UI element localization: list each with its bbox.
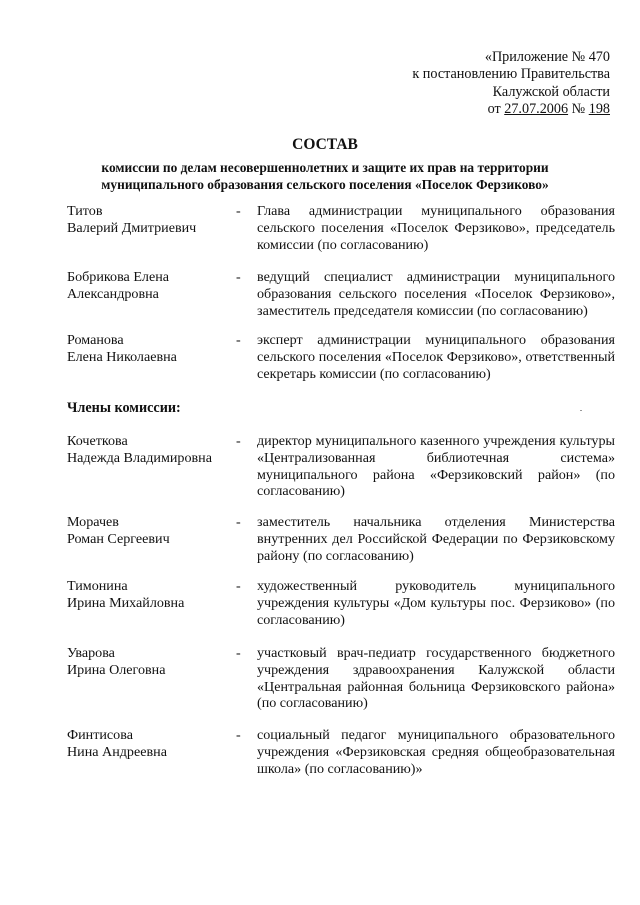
subtitle-line-1: комиссии по делам несовершеннолетних и защите их прав на территории <box>101 160 549 175</box>
person-name <box>67 332 237 366</box>
person-surname: Кочеткова <box>67 433 128 449</box>
person-role: социальный педагог муниципального образовательного учреждения «Ферзиковская средняя общеобразовательная школа» (по согласованию)» <box>257 727 615 777</box>
person-name <box>67 269 237 303</box>
appendix-number: 198 <box>588 101 610 118</box>
person-role: художественный руководитель муниципального учреждения культуры «Дом культуры пос. Ферзиково» (по согласованию) <box>257 578 615 628</box>
person-given-name: Надежда Владимировна <box>67 449 212 466</box>
dash-separator: - <box>236 514 241 530</box>
person-role: директор муниципального казенного учреждения культуры «Централизованная библиотечная система» муниципального района «Ферзиковский район» (по согласованию) <box>257 433 615 500</box>
person-given-name: Ирина Михайловна <box>67 594 185 611</box>
subtitle-line-2: муниципального образования сельского поселения «Поселок Ферзиково» <box>101 177 549 192</box>
person-surname: Романова <box>67 332 124 348</box>
person-given-name: Валерий Дмитриевич <box>67 219 197 236</box>
person-role: эксперт администрации муниципального образования сельского поселения «Поселок Ферзиково», ответственный секретарь комиссии (по согласованию) <box>257 332 615 382</box>
person-given-name: Роман Сергеевич <box>67 530 170 547</box>
dash-separator: - <box>236 203 241 219</box>
members-heading: Члены комиссии: <box>67 400 181 416</box>
person-name <box>67 433 237 467</box>
person-given-name: Нина Андреевна <box>67 743 167 760</box>
person-name <box>67 203 237 237</box>
document-title: СОСТАВ <box>292 136 358 153</box>
person-surname: Финтисова <box>67 727 133 743</box>
person-role: Глава администрации муниципального образования сельского поселения «Поселок Ферзиково», председатель комиссии (по согласованию) <box>257 203 615 253</box>
person-name <box>67 727 237 761</box>
appendix-line-4 <box>350 101 610 118</box>
appendix-line-2: к постановлению Правительства <box>412 66 610 83</box>
person-surname: Тимонина <box>67 578 128 594</box>
appendix-date-prefix: от <box>487 101 505 118</box>
appendix-line-3: Калужской области <box>492 83 610 100</box>
person-given-name: Елена Николаевна <box>67 348 177 365</box>
appendix-number-prefix: № <box>568 101 589 118</box>
person-role: ведущий специалист администрации муниципального образования сельского поселения «Поселок Ферзиково», заместитель председателя комиссии (по согласованию) <box>257 269 615 319</box>
person-name <box>67 514 237 548</box>
person-role: заместитель начальника отделения Министерства внутренних дел Российской Федерации по Ферзиковскому району (по согласованию) <box>257 514 615 564</box>
dash-separator: - <box>236 727 241 743</box>
person-role: участковый врач-педиатр государственного бюджетного учреждения здравоохранения Калужской области «Центральная районная больница Ферзиковского района» (по согласованию) <box>257 645 615 712</box>
dash-separator: - <box>236 269 241 285</box>
document-subtitle <box>60 159 590 193</box>
dash-separator: - <box>236 433 241 449</box>
person-surname: Морачев <box>67 514 119 530</box>
person-name <box>67 578 237 612</box>
person-given-name: Александровна <box>67 285 159 302</box>
dash-separator: - <box>236 578 241 594</box>
scan-speck <box>580 410 582 411</box>
dash-separator: - <box>236 332 241 348</box>
appendix-line-1: «Приложение № 470 <box>484 49 610 65</box>
person-surname: Титов <box>67 203 103 219</box>
dash-separator: - <box>236 645 241 661</box>
person-surname: Уварова <box>67 645 115 661</box>
appendix-date: 27.07.2006 <box>504 101 569 118</box>
person-surname: Бобрикова Елена <box>67 269 170 285</box>
appendix-header <box>350 49 610 119</box>
person-name <box>67 645 237 679</box>
person-given-name: Ирина Олеговна <box>67 661 166 678</box>
